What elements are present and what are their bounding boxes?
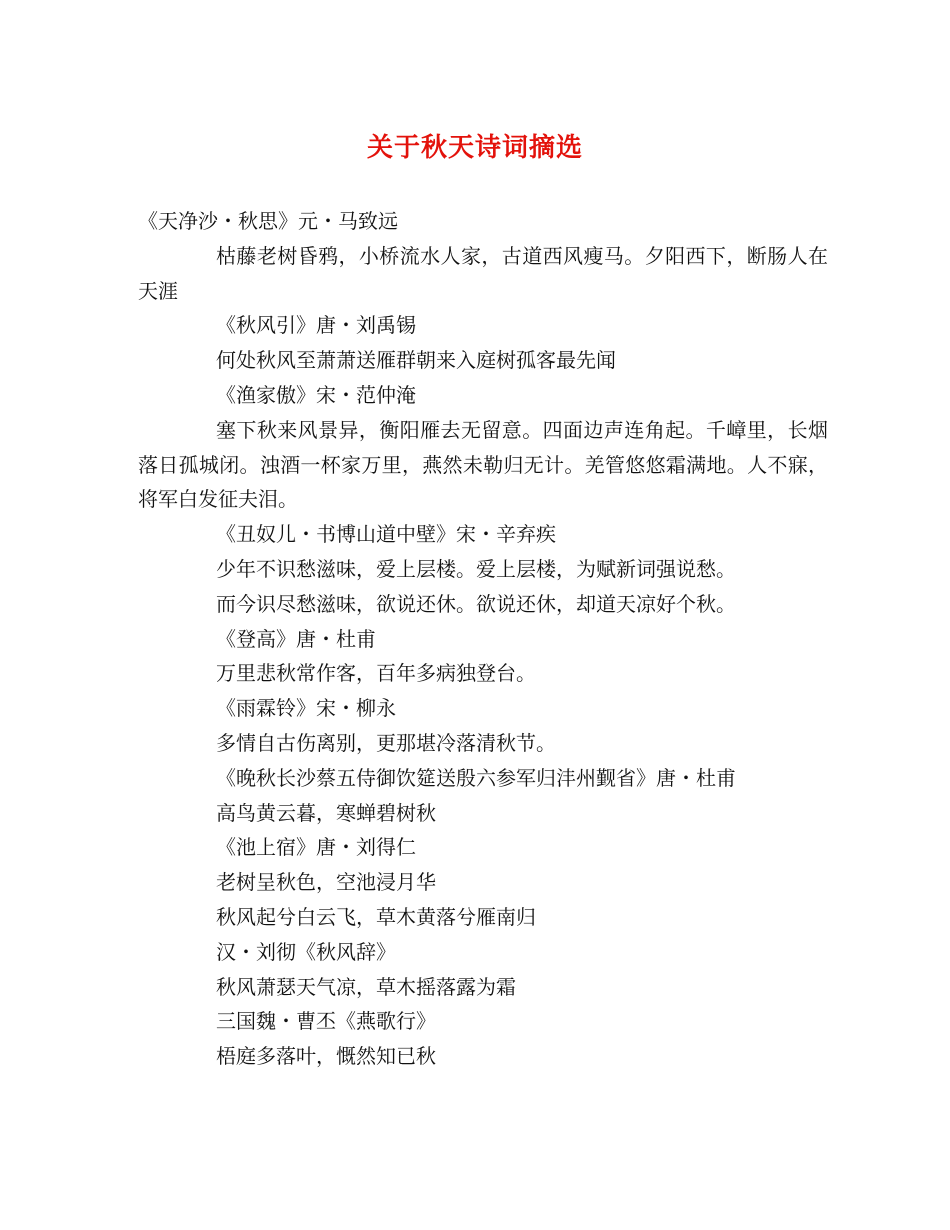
poem-text: 秋风起兮白云飞，草木黄落兮雁南归 bbox=[216, 904, 536, 929]
poem-heading: 《天净沙・秋思》元・马致远 bbox=[138, 209, 398, 233]
poem-text: 多情自古伤离别，更那堪冷落清秋节。 bbox=[216, 730, 556, 755]
poem-heading: 汉・刘彻《秋风辞》 bbox=[216, 939, 396, 964]
page-title: 关于秋天诗词摘选 bbox=[366, 133, 583, 163]
poem-text: 枯藤老树昏鸦，小桥流水人家，古道西风瘦马。夕阳西下，断肠人在天涯 bbox=[138, 243, 828, 303]
poem-text: 少年不识愁滋味，爱上层楼。爱上层楼，为赋新词强说愁。 bbox=[216, 556, 736, 581]
poem-text: 万里悲秋常作客，百年多病独登台。 bbox=[216, 661, 536, 686]
poem-content bbox=[138, 204, 828, 1074]
poem-text: 梧庭多落叶，慨然知已秋 bbox=[216, 1044, 436, 1069]
poem-text: 老树呈秋色，空池浸月华 bbox=[216, 870, 436, 895]
poem-text: 何处秋风至萧萧送雁群朝来入庭树孤客最先闻 bbox=[216, 348, 616, 373]
poem-heading: 《池上宿》唐・刘得仁 bbox=[216, 835, 416, 860]
poem-text: 而今识尽愁滋味，欲说还休。欲说还休，却道天凉好个秋。 bbox=[216, 591, 736, 616]
poem-text: 高鸟黄云暮，寒蝉碧树秋 bbox=[216, 800, 436, 825]
poem-heading: 《秋风引》唐・刘禹锡 bbox=[216, 313, 416, 338]
poem-heading: 《晚秋长沙蔡五侍御饮筵送殷六参军归沣州觐省》唐・杜甫 bbox=[216, 765, 736, 790]
poem-text: 塞下秋来风景异，衡阳雁去无留意。四面边声连角起。千嶂里，长烟落日孤城闭。浊酒一杯家万里，燕然未勒归无计。羌管悠悠霜满地。人不寐，将军白发征夫泪。 bbox=[138, 417, 828, 512]
poem-heading: 三国魏・曹丕《燕歌行》 bbox=[216, 1009, 436, 1034]
poem-text: 秋风萧瑟天气凉，草木摇落露为霜 bbox=[216, 974, 516, 999]
poem-heading: 《雨霖铃》宋・柳永 bbox=[216, 696, 396, 721]
poem-heading: 《丑奴儿・书博山道中壁》宋・辛弃疾 bbox=[216, 522, 556, 547]
poem-heading: 《渔家傲》宋・范仲淹 bbox=[216, 382, 416, 407]
poem-heading: 《登高》唐・杜甫 bbox=[216, 626, 376, 651]
